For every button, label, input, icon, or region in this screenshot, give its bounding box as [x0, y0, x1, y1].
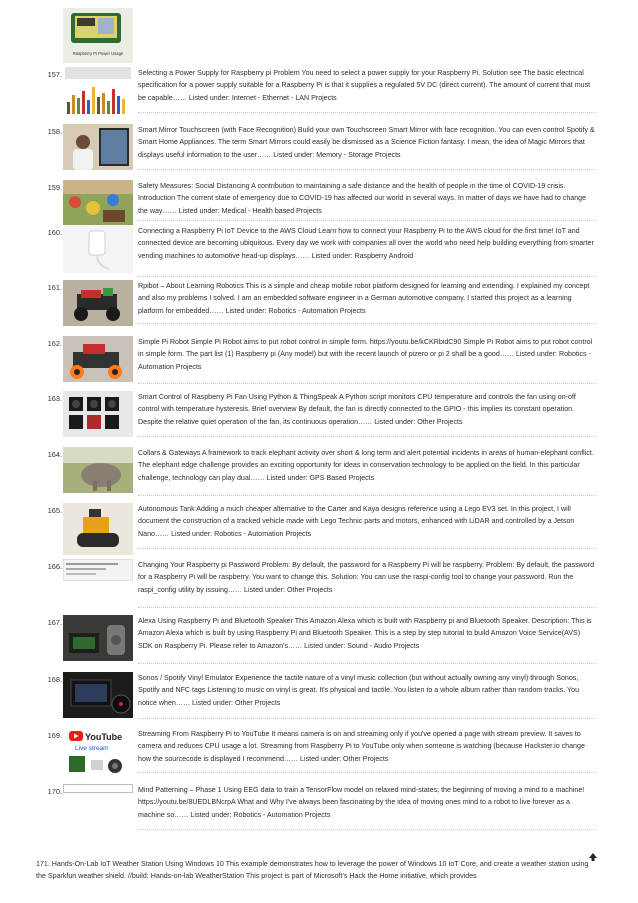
- separator: [138, 276, 596, 277]
- entry-description: Safety Measures: Social Distancing A contribution to maintaining a safe distance and the health of people in the time of COVID-19 crisis. Introduction The current state of emergency due to COVID-19 has affected our world in several ways. In matter of days we have had to change the way…… Listed under: Medical - Health based Projects: [138, 182, 587, 215]
- broken-image-icon: [63, 784, 133, 793]
- entry-description: Autonomous Tank Adding a much cheaper alternative to the Carter and Kaya designs reference using a Lego EV3 set. In this project, I will document the construction of a tracked vehicle made with Lego Technic parts and motors, enhanced with LiDAR and controlled by a Jetson Nano…… Listed under: Robotics - Automation Projects: [138, 505, 575, 538]
- entry-description: Collars & Gateways A framework to track elephant activity over short & long term and alert potential incidents in areas of human-elephant conflict. The elephant edge challenge provides an exciting opportunity for ideas in conservation technology to be applied on the field. In this particular challenge, technology can play dual…… Listed under: GPS Based Projects: [138, 449, 594, 482]
- entry-description: Mind Patterning – Phase 1 Using EEG data to train a TensorFlow model on relaxed mind-states; the beginning of moving a mind to a machine! https://youtu.be/8UEDLBNcrpA What and Why I've always been fascinating by the idea of moving ones mind to a robot to live forever as a machine so…… Listed under: Robotics - Automation Projects: [138, 786, 585, 819]
- entry-number: 170.: [47, 787, 62, 796]
- separator: [138, 607, 596, 608]
- entry-description: Streaming From Raspberry Pi to YouTube It means camera is on and streaming only if you've opened a page with stream preview. It saves to camera and reduces CPU usage a lot. Streaming from Raspberry Pi to YouTube only when someone is watching (because Hackster.io change how the sourcecode is displayed I recommend…… Listed under: Other Projects: [138, 730, 585, 763]
- separator: [138, 112, 596, 113]
- separator: [138, 829, 596, 830]
- separator: [138, 436, 596, 437]
- separator: [138, 495, 596, 496]
- entry-description: Hands-On-Lab IoT Weather Station Using Windows 10 This example demonstrates how to leverage the power of Windows 10 IoT Core, and create a weather station using the Sparkfun weather shield. //build: Hands-on-lab WeatherStation This project is part of Microsoft's Hack the Home initiative, which provides: [36, 860, 589, 881]
- entry-number: 162.: [47, 339, 62, 348]
- entry-thumbnail[interactable]: [63, 559, 133, 581]
- entry-number: 165.: [47, 506, 62, 515]
- separator: [138, 383, 596, 384]
- entry-number: 167.: [47, 618, 62, 627]
- entry-thumbnail[interactable]: [63, 280, 133, 326]
- entry-description: Sonos / Spotify Vinyl Emulator Experience the tactile nature of a vinyl music collection (but without actually owning any vinyl) through Sonos, Spotify and NFC tags Listening to music on vinyl is great. It's physical and tactile. You listen to a whole album rather than random tracks. You notice when…… Listed under: Other Projects: [138, 674, 580, 707]
- separator: [138, 548, 596, 549]
- entry-description: Rpibot – About Learning Robotics This is a simple and cheap mobile robot platform designed for learning and extending. I explained my concept and also my problems I solved. I am an embedded software engineer in a German automotive company. I started this project as a learning platform for embedded…… Listed under: Robotics - Automation Projects: [138, 282, 590, 315]
- entry-thumbnail-broken[interactable]: [63, 784, 133, 796]
- separator: [138, 323, 596, 324]
- entry-number: 158.: [47, 127, 62, 136]
- entry-thumbnail[interactable]: [63, 67, 133, 114]
- entry-thumbnail-top[interactable]: [63, 8, 133, 63]
- live-stream-text: Live stream: [75, 745, 109, 752]
- entry-thumbnail[interactable]: [63, 124, 133, 170]
- entry-description: Smart Control of Raspberry Pi Fan Using Python & ThingSpeak A Python script monitors CPU temperature and controls the fan using on-off control with temperature hysteresis. Brief overview By default, the fan is directly connected to the GPIO - this implies its constant operation. Despite the relative quiet operation of the fan, its continuous operation…… Listed under: Other Projects: [138, 393, 576, 426]
- entry-number: 171.: [36, 860, 50, 868]
- back-to-top-icon[interactable]: [588, 849, 598, 859]
- entry-thumbnail[interactable]: [63, 336, 133, 382]
- entry-number: 164.: [47, 450, 62, 459]
- entry-number: 160.: [47, 228, 62, 237]
- entry-thumbnail[interactable]: [63, 225, 133, 273]
- entry-number: 159.: [47, 183, 62, 192]
- entry-number: 163.: [47, 394, 62, 403]
- entry-thumbnail[interactable]: [63, 447, 133, 493]
- entry-description: Simple Pi Robot Simple Pi Robot aims to put robot control in simple form. https://youtu.be/kCKRbidC90 Simple Pi Robot aims to put robot control in simple form. The part list (1) Raspberry pi (Any model) but with the recent launch of pizero or pi 2 shall be a good…… Listed under: Robotics - Automation Projects: [138, 338, 593, 371]
- entry-thumbnail[interactable]: [63, 180, 133, 226]
- separator: [138, 220, 596, 221]
- entry-number: 166.: [47, 562, 62, 571]
- entry-description: Connecting a Raspberry Pi IoT Device to the AWS Cloud Learn how to connect your Raspberry Pi to the AWS cloud for the first time! IoT and connected device are becoming ubiquitous. Every day we work with companies all over the world who need help building everything from smarter vending machines to automotive head-up displays…… Listed under: Raspberry Android: [138, 227, 594, 260]
- entry-thumbnail[interactable]: [63, 503, 133, 555]
- entry-description: Alexa Using Raspberry Pi and Bluetooth Speaker This Amazon Alexa which is built with Raspberry pi and Bluetooth Speaker. Description: This is Amazon Alexa which is built by using Raspberry Pi and Bluetooth Speaker. This is a step by step tutorial to build Amazon Voice Service(AVS) SDK on Raspberry Pi. Please refer to Amazon's…… Listed under: Sound - Audio Projects: [138, 617, 592, 650]
- entry-description: Changing Your Raspberry pi Password Problem: By default, the password for a Raspberry Pi will be raspberry. Problem: By default, the password for a Raspberry Pi will be raspberry. You want to change this. Solution: You can use the raspi-config tool to change your password. Run the raspi_config utility by issuing…… Listed under: Other Projects: [138, 561, 595, 594]
- list-item: [36, 858, 591, 883]
- separator: [138, 663, 596, 664]
- entry-thumbnail[interactable]: [63, 391, 133, 437]
- separator: [138, 718, 596, 719]
- entry-thumbnail[interactable]: [63, 728, 133, 776]
- entry-description: Smart Mirror Touchscreen (with Face Recognition) Build your own Touchscreen Smart Mirror with face recognition. You can even control Spotify & Smart Home Appliances. The term Smart Mirrors could easily be dismissed as a Science Fiction fantasy. I mean, the idea of Magic Mirrors that displays useful information to the user…… Listed under: Memory - Storage Projects: [138, 126, 595, 159]
- entry-number: 157.: [47, 70, 62, 79]
- entry-number: 168.: [47, 675, 62, 684]
- entry-thumbnail[interactable]: [63, 615, 133, 661]
- entry-number: 161.: [47, 283, 62, 292]
- entry-description: Selecting a Power Supply for Raspberry pi Problem You need to select a power supply for your Raspberry Pi. Solution see The basic electrical specification for a power supply suitable for a Raspberry Pi is that it supplies a regulated 5V DC (direct current). The amount of current that must be capable…… Listed under: Internet - Ethernet - LAN Projects: [138, 69, 591, 102]
- separator: [138, 169, 596, 170]
- separator: [138, 772, 596, 773]
- entry-thumbnail[interactable]: [63, 672, 133, 718]
- youtube-logo-text: YouTube: [85, 732, 123, 742]
- top-thumb-label: Raspberry Pi Power Usage: [72, 51, 124, 56]
- entry-number: 169.: [47, 731, 62, 740]
